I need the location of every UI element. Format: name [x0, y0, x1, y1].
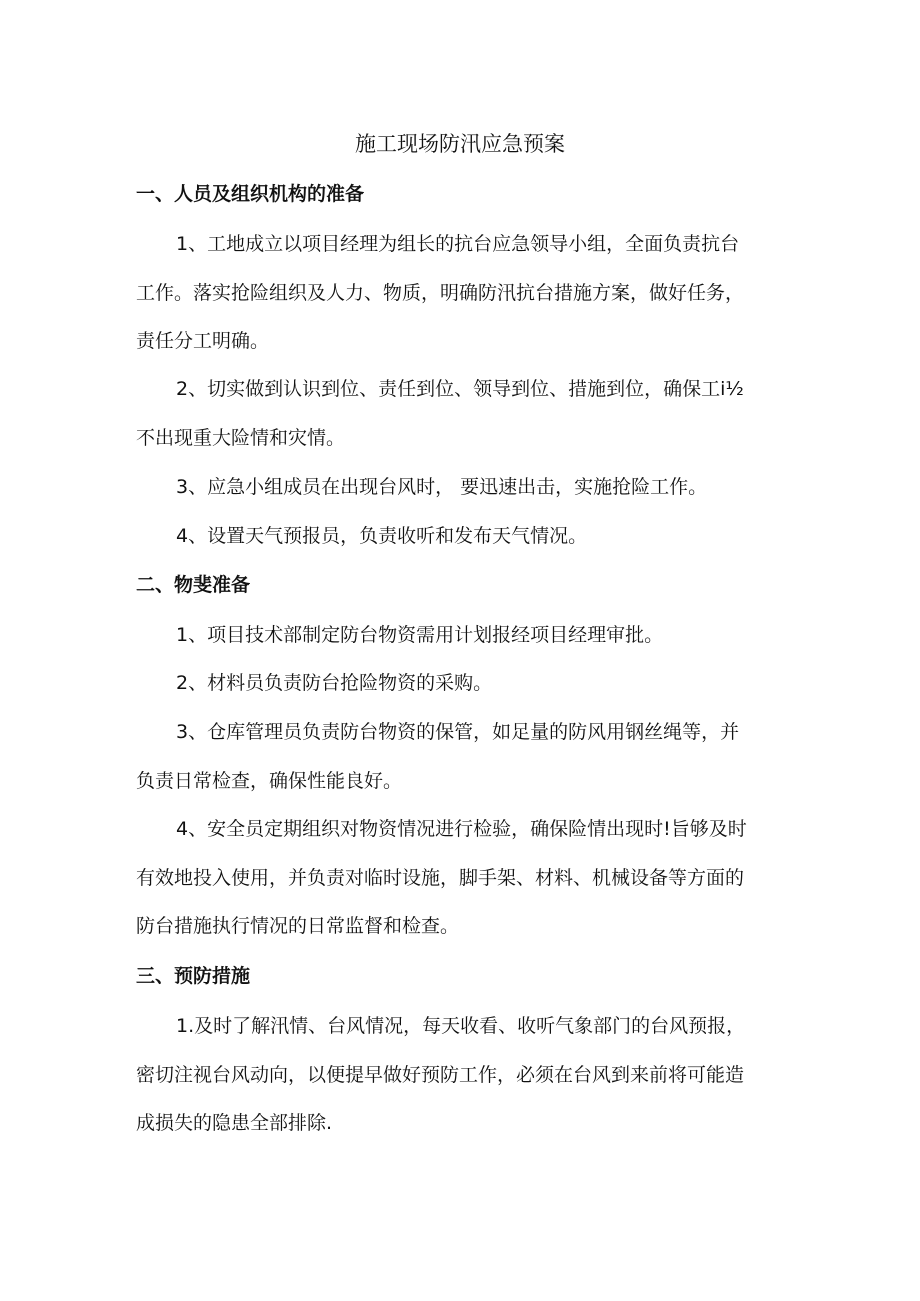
- paragraph-line: 3、应急小组成员在出现台风时， 要迅速出击，实施抢险工作。: [176, 476, 708, 498]
- section-heading-prevention: 三、预防措施: [136, 965, 251, 987]
- paragraph-line: 1、项目技术部制定防台物资需用计划报经项目经理审批。: [176, 624, 664, 646]
- paragraph-1-3: [136, 463, 800, 512]
- document-title: 施工现场防汛应急预案: [355, 132, 565, 156]
- paragraph-line: 4、安全员定期组织对物资情况进行检验，确保险情出现时!旨够及时: [176, 818, 747, 840]
- paragraph-3-1: [136, 1002, 800, 1148]
- paragraph-line: 负责日常检查，确保性能良好。: [136, 769, 403, 792]
- section-heading-personnel: 一、人员及组织机构的准备: [136, 183, 365, 205]
- paragraph-line: 责任分工明确。: [136, 330, 270, 352]
- paragraph-line: 2、材料员负责防台抢险物资的采购。: [176, 672, 493, 694]
- paragraph-2-4: [136, 805, 800, 951]
- paragraph-line: 工作。落实抢险组织及人力、物质，明确防汛抗台措施方案，做好任务，: [136, 281, 745, 304]
- paragraph-line: 不出现重大险情和灾情。: [136, 426, 346, 449]
- paragraph-2-3: [136, 708, 800, 805]
- paragraph-line: 1.及时了解汛情、台风情况，每天收看、收听气象部门的台风预报，: [176, 1015, 746, 1037]
- paragraph-line: 有效地投入使用，并负责对临时设施，脚手架、材料、机械设备等方面的: [136, 866, 745, 889]
- paragraph-1-1: [136, 220, 800, 366]
- paragraph-line: 3、仓库管理员负责防台物资的保管，如足量的防风用钢丝绳等，并: [176, 721, 740, 743]
- paragraph-line: 4、设置天气预报员，负责收听和发布天气情况。: [176, 525, 588, 547]
- section-heading-materials: 二、物斐准备: [136, 574, 251, 596]
- paragraph-line: 成损失的隐患全部排除.: [136, 1112, 333, 1134]
- paragraph-2-1: [136, 611, 800, 660]
- paragraph-line: 防台措施执行情况的日常监督和检查。: [136, 915, 460, 937]
- paragraph-1-2: [136, 365, 800, 462]
- paragraph-line: 密切注视台风动向，以便提早做好预防工作，必须在台风到来前将可能造: [136, 1063, 745, 1086]
- paragraph-line: 1、工地成立以项目经理为组长的抗台应急领导小组，全面负责抗台: [176, 233, 740, 255]
- paragraph-line: 2、切实做到认识到位、责任到位、领导到位、措施到位，确保工i½: [176, 378, 744, 400]
- paragraph-2-2: [136, 659, 800, 708]
- paragraph-1-4: [136, 512, 800, 561]
